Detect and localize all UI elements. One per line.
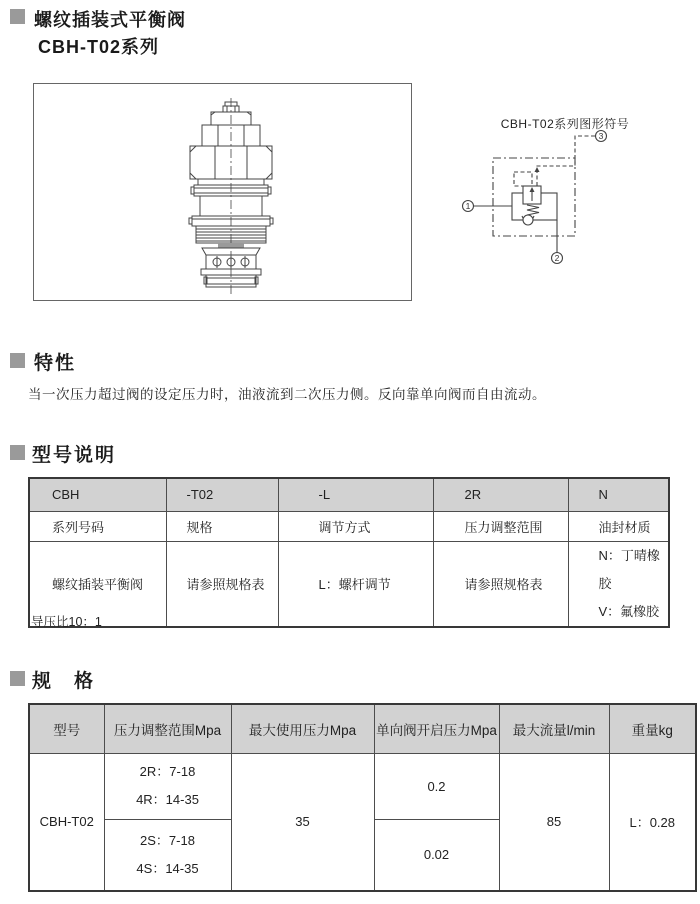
hydraulic-symbol-diagram xyxy=(440,110,690,280)
seal-option-n: N：丁晴橡胶 xyxy=(598,547,660,591)
check-opening-cell: 0.02 xyxy=(374,819,499,891)
section-bullet-icon xyxy=(10,353,25,368)
table-header-cell: 压力调整范围Mpa xyxy=(104,704,231,753)
port-3-label: 3 xyxy=(598,131,604,141)
pressure-range-4r: 4R：14-35 xyxy=(136,792,199,807)
pressure-range-2r: 2R：7-18 xyxy=(139,764,196,779)
table-header-cell: 最大流量l/min xyxy=(499,704,609,753)
table-cell: 请参照规格表 xyxy=(166,541,278,627)
table-cell: L：螺杆调节 xyxy=(278,541,433,627)
port-1-label: 1 xyxy=(465,201,471,211)
table-header-cell: 型号 xyxy=(29,704,104,753)
max-flow-cell: 85 xyxy=(499,753,609,891)
table-cell: 规格 xyxy=(166,511,278,541)
section-bullet-icon xyxy=(10,9,25,24)
page-subtitle: CBH-T02系列 xyxy=(38,37,160,57)
table-header-cell: -T02 xyxy=(166,478,278,511)
section-bullet-icon xyxy=(10,671,25,686)
table-header-cell: -L xyxy=(278,478,433,511)
pressure-range-4s: 4S：14-35 xyxy=(136,860,199,876)
features-heading: 特性 xyxy=(34,353,77,374)
table-cell: 压力调整范围 xyxy=(433,511,568,541)
symbol-caption: CBH-T02系列图形符号 xyxy=(500,117,630,131)
table-cell: 调节方式 xyxy=(278,511,433,541)
seal-option-v: V：氟橡胶 xyxy=(598,603,660,619)
table-header-cell: 2R xyxy=(433,478,568,511)
valve-drawing xyxy=(34,84,409,298)
model-heading: 型号说明 xyxy=(32,445,117,466)
table-cell: 系列号码 xyxy=(29,511,166,541)
weight-cell: L：0.28 xyxy=(609,753,696,891)
pressure-range-cell xyxy=(104,819,231,891)
page-title: 螺纹插装式平衡阀 xyxy=(34,10,186,30)
model-code-table xyxy=(28,477,670,628)
model-cell: CBH-T02 xyxy=(29,753,104,891)
pilot-ratio-note: 导压比10：1 xyxy=(31,615,102,629)
table-header-cell: N xyxy=(568,478,669,511)
pressure-range-2s: 2S：7-18 xyxy=(140,832,195,848)
section-bullet-icon xyxy=(10,445,25,460)
max-pressure-cell: 35 xyxy=(231,753,374,891)
table-header-cell: CBH xyxy=(29,478,166,511)
table-header-cell: 单向阀开启压力Mpa xyxy=(374,704,499,753)
check-opening-cell: 0.2 xyxy=(374,753,499,819)
table-cell xyxy=(568,541,669,627)
specs-table xyxy=(28,703,697,892)
features-body: 当一次压力超过阀的设定压力时，油液流到二次压力侧。反向靠单向阀而自由流动。 xyxy=(28,387,546,402)
table-cell: 油封材质 xyxy=(568,511,669,541)
port-2-label: 2 xyxy=(554,253,560,263)
specs-heading: 规 格 xyxy=(32,671,96,692)
table-header-cell: 重量kg xyxy=(609,704,696,753)
table-cell: 螺纹插装平衡阀 xyxy=(29,541,166,627)
pressure-range-cell xyxy=(104,753,231,819)
table-cell: 请参照规格表 xyxy=(433,541,568,627)
table-header-cell: 最大使用压力Mpa xyxy=(231,704,374,753)
product-drawing-box xyxy=(33,83,412,301)
